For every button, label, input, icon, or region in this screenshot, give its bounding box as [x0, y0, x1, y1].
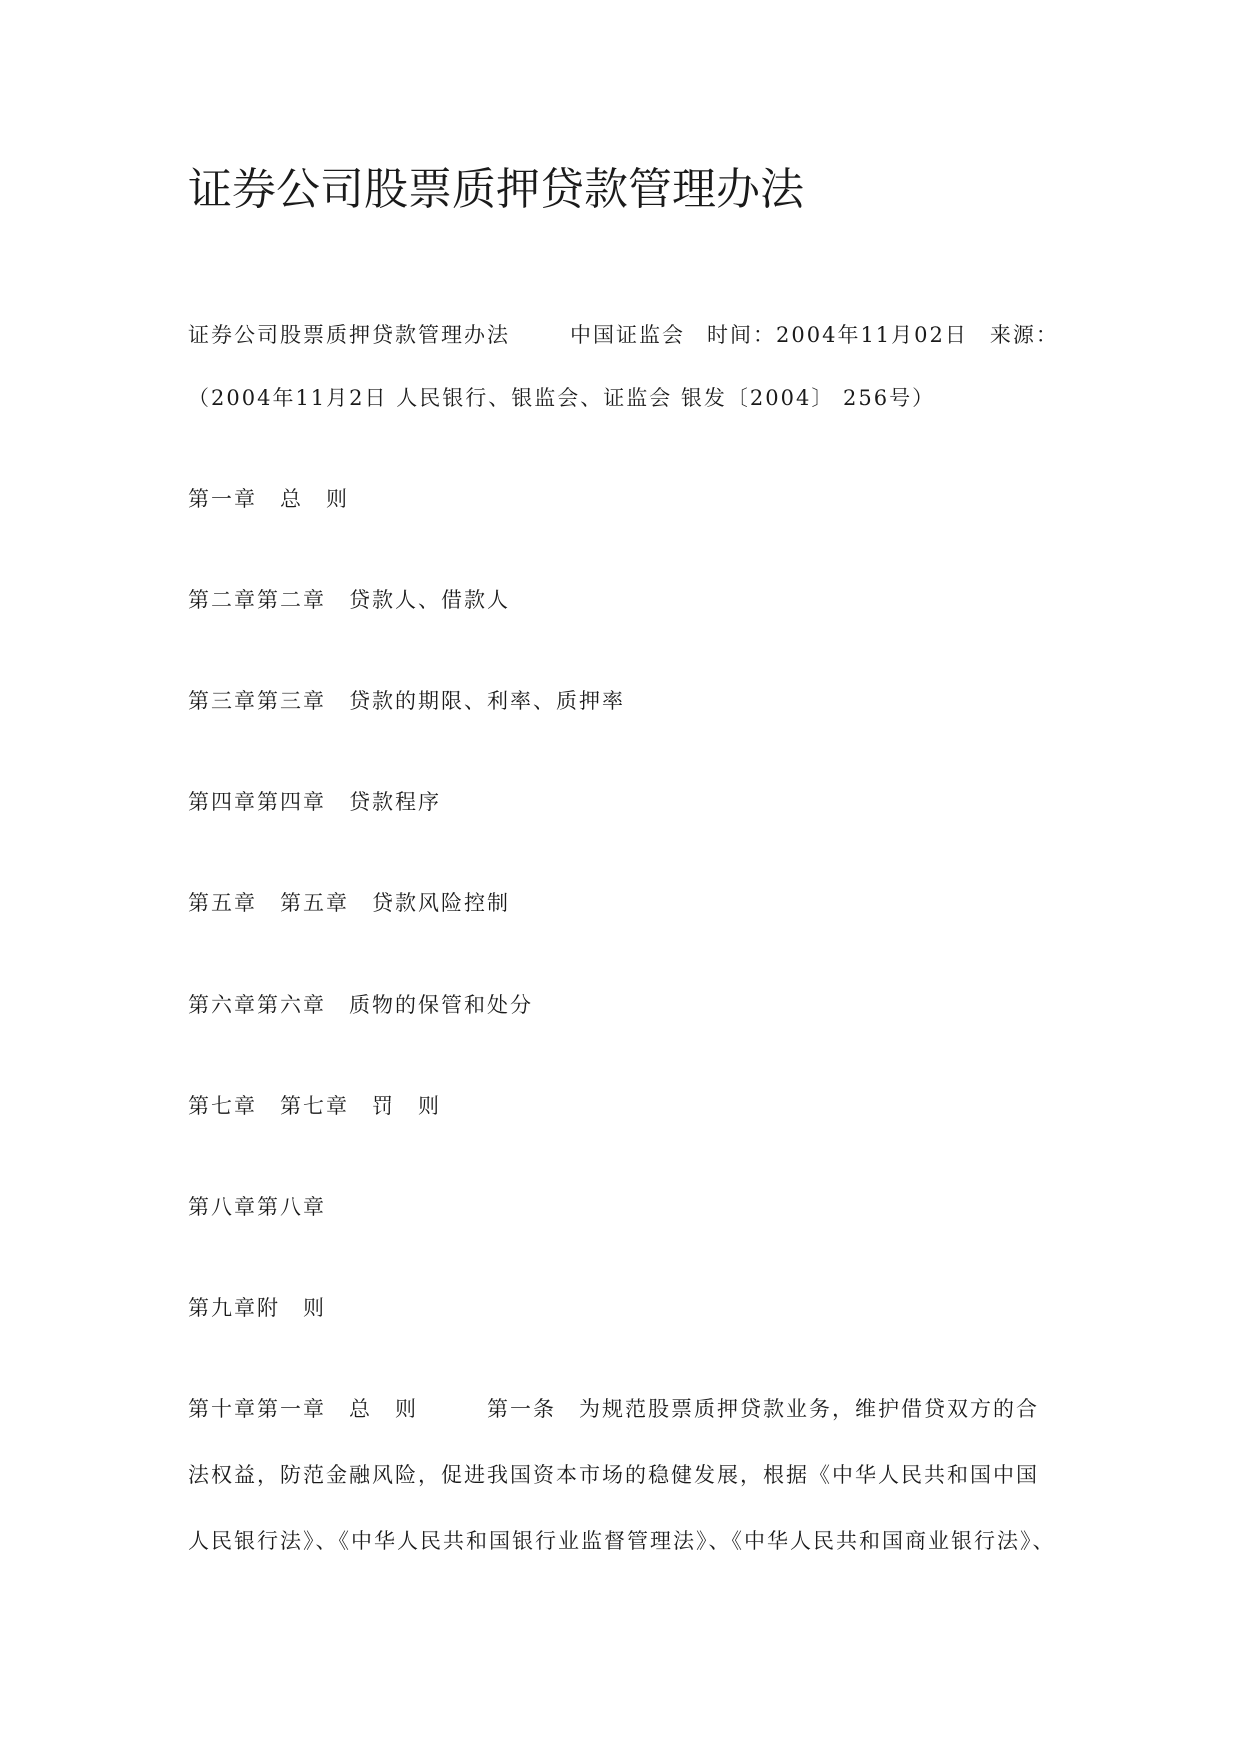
- document-meta-line: [188, 325, 1059, 346]
- document-title: 证券公司股票质押贷款管理办法: [188, 164, 804, 215]
- chapter-item: 第八章第八章: [188, 1195, 326, 1219]
- meta-doc-name: 证券公司股票质押贷款管理办法: [188, 323, 510, 347]
- chapter-item: 第七章 第七章 罚 则: [188, 1094, 441, 1118]
- body-text-line: 人民银行法》、《中华人民共和国银行业监督管理法》、《中华人民共和国商业银行法》、: [188, 1529, 1056, 1553]
- meta-time: 时间：2004年11月02日: [707, 323, 968, 347]
- meta-source: 来源：: [989, 323, 1059, 347]
- chapter-item: 第三章第三章 贷款的期限、利率、质押率: [188, 689, 625, 713]
- chapter-item: 第一章 总 则: [188, 487, 349, 511]
- body-text-line: 第十章第一章 总 则 第一条 为规范股票质押贷款业务，维护借贷双方的合: [188, 1397, 1039, 1421]
- chapter-item: 第四章第四章 贷款程序: [188, 790, 441, 814]
- meta-issuer: 中国证监会: [570, 323, 685, 347]
- chapter-item: 第九章附 则: [188, 1296, 326, 1320]
- document-issuance-line: （2004年11月2日 人民银行、银监会、证监会 银发〔2004〕 256号）: [188, 386, 936, 410]
- body-text-line: 法权益，防范金融风险，促进我国资本市场的稳健发展，根据《中华人民共和国中国: [188, 1463, 1039, 1487]
- chapter-item: 第二章第二章 贷款人、借款人: [188, 588, 510, 612]
- chapter-item: 第六章第六章 质物的保管和处分: [188, 993, 533, 1017]
- chapter-item: 第五章 第五章 贷款风险控制: [188, 891, 510, 915]
